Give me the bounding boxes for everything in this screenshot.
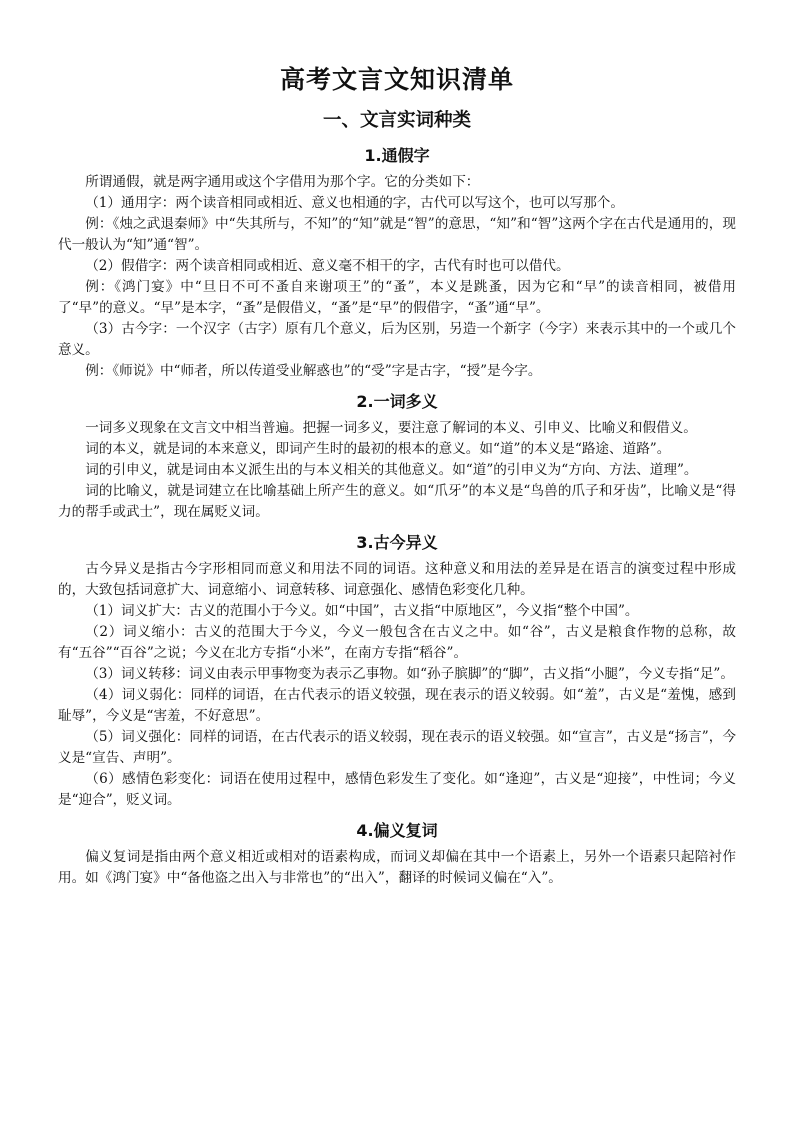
paragraph: （1）通用字：两个读音相同或相近、意义也相通的字，古代可以写这个，也可以写那个。 bbox=[85, 195, 624, 211]
subsection-heading: 3.古今异义 bbox=[356, 533, 438, 552]
paragraph: （5）词义强化：同样的词语，在古代表示的语义较弱，现在表示的语义较强。如“宣言”，古义是“扬言”，今义是“宣告、声明”。 bbox=[58, 729, 736, 766]
paragraph: 词的比喻义，就是词建立在比喻基础上所产生的意义。如“爪牙”的本义是“鸟兽的爪子和牙齿”，比喻义是“得力的帮手或武士”，现在属贬义词。 bbox=[58, 483, 736, 520]
subsection-heading: 2.一词多义 bbox=[356, 392, 438, 411]
paragraph: （3）古今字：一个汉字（古字）原有几个意义，后为区别，另造一个新字（今字）来表示其中的一个或几个意义。 bbox=[58, 321, 736, 358]
subsection-yicigduoyi bbox=[58, 388, 736, 523]
section-title: 一、文言实词种类 bbox=[322, 110, 471, 131]
subsection-heading: 4.偏义复词 bbox=[356, 821, 438, 840]
paragraph: 所谓通假，就是两字通用或这个字借用为那个字。它的分类如下： bbox=[85, 174, 480, 190]
paragraph: （4）词义弱化：同样的词语，在古代表示的语义较强，现在表示的语义较弱。如“羞”，古义是“羞愧，感到耻辱”，今义是“害羞，不好意思”。 bbox=[58, 687, 736, 724]
subsection-tongjiazi bbox=[58, 142, 736, 382]
paragraph: 词的本义，就是词的本来意义，即词产生时的最初的根本的意义。如“道”的本义是“路途、道路”。 bbox=[85, 441, 671, 457]
paragraph: 例：《师说》中“师者，所以传道受业解惑也”的“受”字是古字，“授”是今字。 bbox=[85, 363, 542, 379]
paragraph: （2）假借字：两个读音相同或相近、意义毫不相干的字，古代有时也可以借代。 bbox=[85, 258, 570, 274]
subsection-pianyifuci bbox=[58, 817, 736, 889]
paragraph: 偏义复词是指由两个意义相近或相对的语素构成，而词义却偏在其中一个语素上，另外一个语素只起陪衬作用。如《鸿门宴》中“备他盗之出入与非常也”的“出入”，翻译的时候词义偏在“入”。 bbox=[58, 849, 736, 886]
paragraph: 例：《烛之武退秦师》中“失其所与，不知”的“知”就是“智”的意思，“知”和“智”这两个字在古代是通用的，现代一般认为“知”通“智”。 bbox=[58, 216, 736, 253]
paragraph: 古今异义是指古今字形相同而意义和用法不同的词语。这种意义和用法的差异是在语言的演变过程中形成的，大致包括词意扩大、词意缩小、词意转移、词意强化、感情色彩变化几种。 bbox=[58, 561, 736, 598]
document-title: 高考文言文知识清单 bbox=[279, 65, 514, 94]
paragraph: 一词多义现象在文言文中相当普遍。把握一词多义，要注意了解词的本义、引申义、比喻义和假借义。 bbox=[85, 420, 697, 436]
subsection-gujinyiyi bbox=[58, 529, 736, 811]
document-page bbox=[58, 60, 736, 889]
paragraph: 词的引申义，就是词由本义派生出的与本义相关的其他意义。如“道”的引申义为“方向、方法、道理”。 bbox=[85, 462, 698, 478]
paragraph: （3）词义转移：词义由表示甲事物变为表示乙事物。如“孙子膑脚”的“脚”，古义指“小腿”，今义专指“足”。 bbox=[85, 666, 734, 682]
paragraph: （1）词义扩大：古义的范围小于今义。如“中国”，古义指“中原地区”，今义指“整个中国”。 bbox=[85, 603, 639, 619]
paragraph: 例：《鸿门宴》中“旦日不可不蚤自来谢项王”的“蚤”，本义是跳蚤，因为它和“早”的读音相同，被借用了“早”的意义。“早”是本字，“蚤”是假借义，“蚤”是“早”的假借字，“蚤”通“早”。 bbox=[58, 279, 736, 316]
subsection-heading: 1.通假字 bbox=[364, 146, 430, 165]
paragraph: （2）词义缩小：古义的范围大于今义，今义一般包含在古义之中。如“谷”，古义是粮食作物的总称，故有“五谷”“百谷”之说；今义在北方专指“小米”，在南方专指“稻谷”。 bbox=[58, 624, 736, 661]
paragraph: （6）感情色彩变化：词语在使用过程中，感情色彩发生了变化。如“逢迎”，古义是“迎接”，中性词；今义是“迎合”，贬义词。 bbox=[58, 771, 736, 808]
